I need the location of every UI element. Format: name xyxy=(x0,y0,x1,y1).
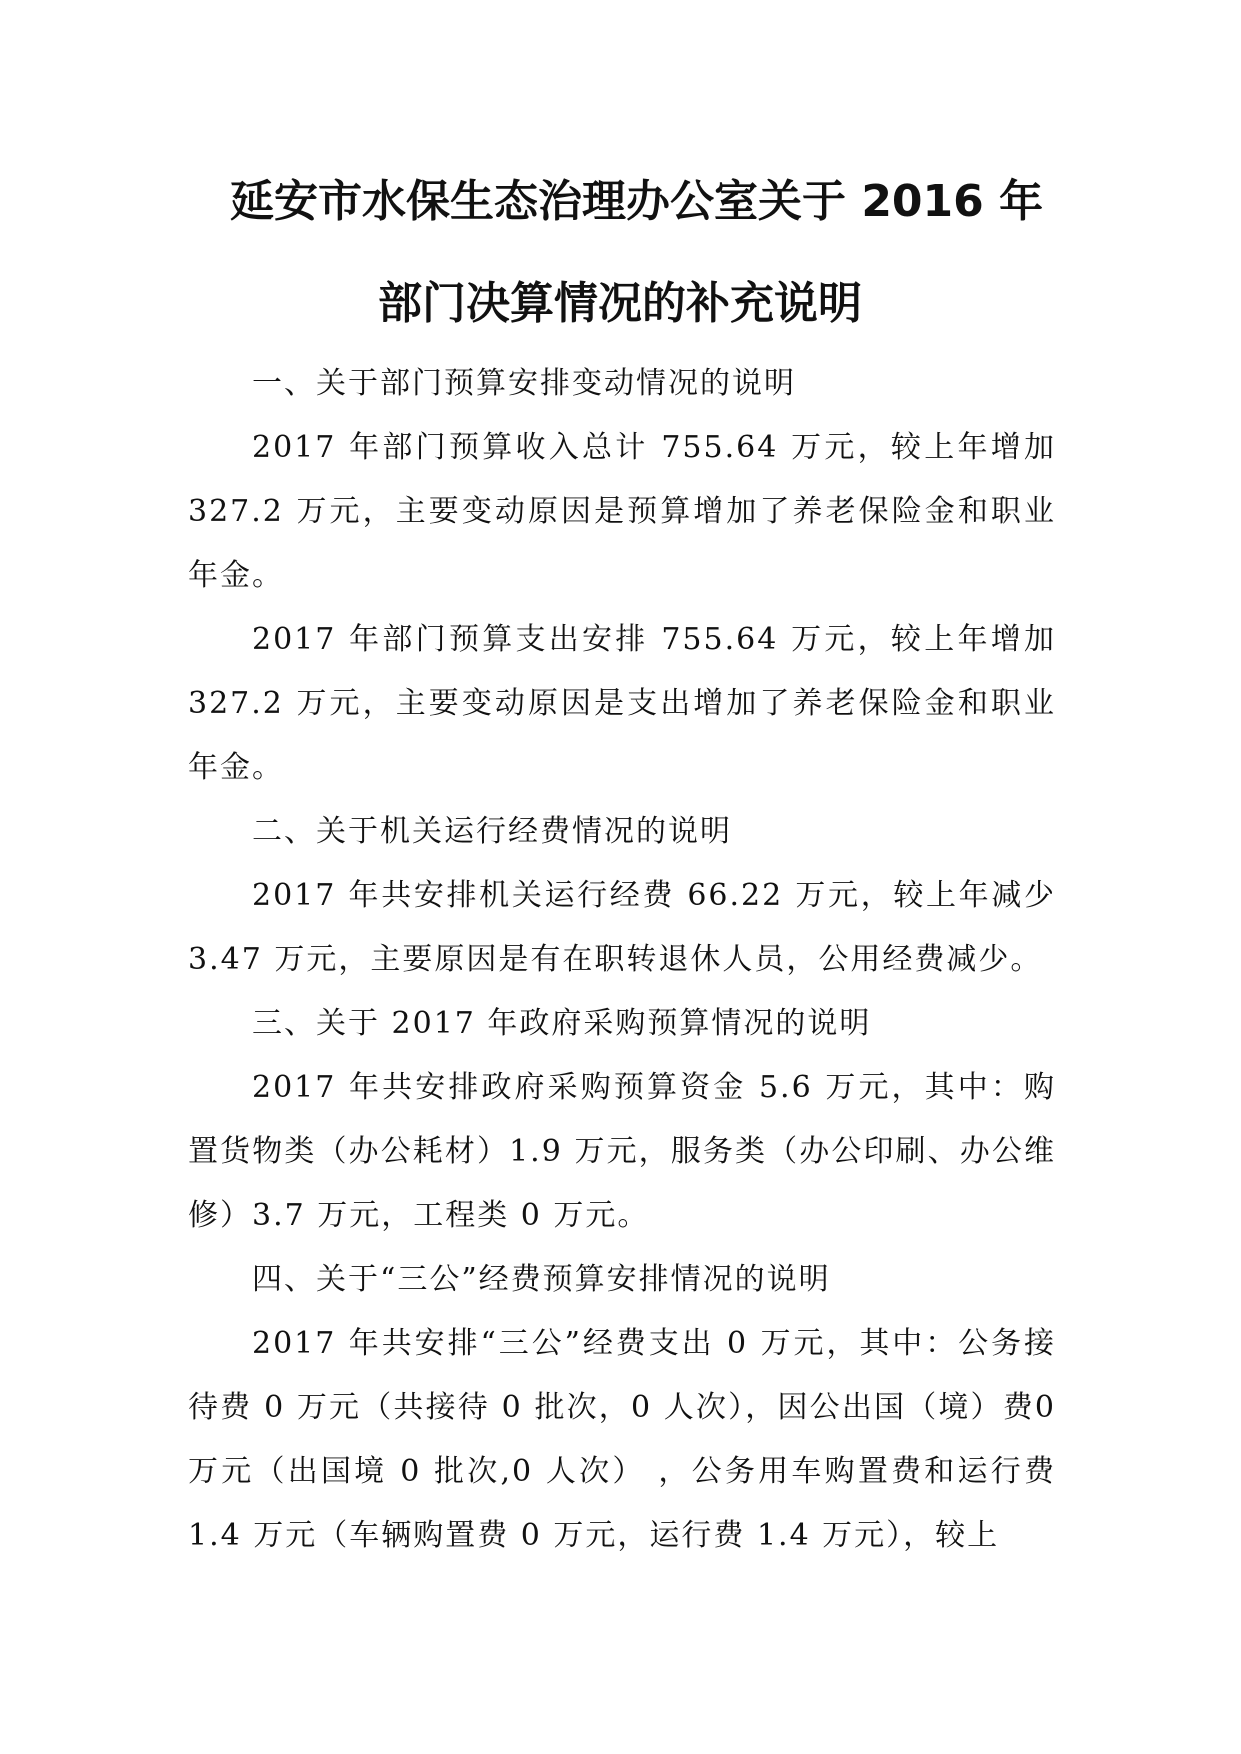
paragraph-procurement: 2017 年共安排政府采购预算资金 5.6 万元，其中：购置货物类（办公耗材）1.9 万元，服务类（办公印刷、办公维修）3.7 万元，工程类 0 万元。 xyxy=(188,1070,1056,1233)
section-heading-2: 二、关于机关运行经费情况的说明 xyxy=(252,814,732,849)
section-heading-3: 三、关于 2017 年政府采购预算情况的说明 xyxy=(252,1006,872,1041)
section-heading-1: 一、关于部门预算安排变动情况的说明 xyxy=(252,366,796,401)
document-title-line-2: 部门决算情况的补充说明 xyxy=(378,278,862,329)
paragraph-budget-income: 2017 年部门预算收入总计 755.64 万元，较上年增加327.2 万元，主要变动原因是预算增加了养老保险金和职业年金。 xyxy=(188,430,1056,593)
document-body xyxy=(188,352,1056,1568)
section-heading-4: 四、关于“三公”经费预算安排情况的说明 xyxy=(252,1262,831,1297)
paragraph-budget-expenditure: 2017 年部门预算支出安排 755.64 万元，较上年增加327.2 万元，主要变动原因是支出增加了养老保险金和职业年金。 xyxy=(188,622,1056,785)
paragraph-operating-funds: 2017 年共安排机关运行经费 66.22 万元，较上年减少3.47 万元，主要原因是有在职转退休人员，公用经费减少。 xyxy=(188,878,1056,977)
paragraph-three-public-expenses: 2017 年共安排“三公”经费支出 0 万元，其中：公务接待费 0 万元（共接待 0 批次，0 人次），因公出国（境）费0 万元（出国境 0 批次,0 人次） ，公务用车购置费和运行费 1.4 万元（车辆购置费 0 万元，运行费 1.4 万元），较上 xyxy=(188,1326,1056,1553)
document-title-line-1: 延安市水保生态治理办公室关于 2016 年 xyxy=(230,176,1044,227)
